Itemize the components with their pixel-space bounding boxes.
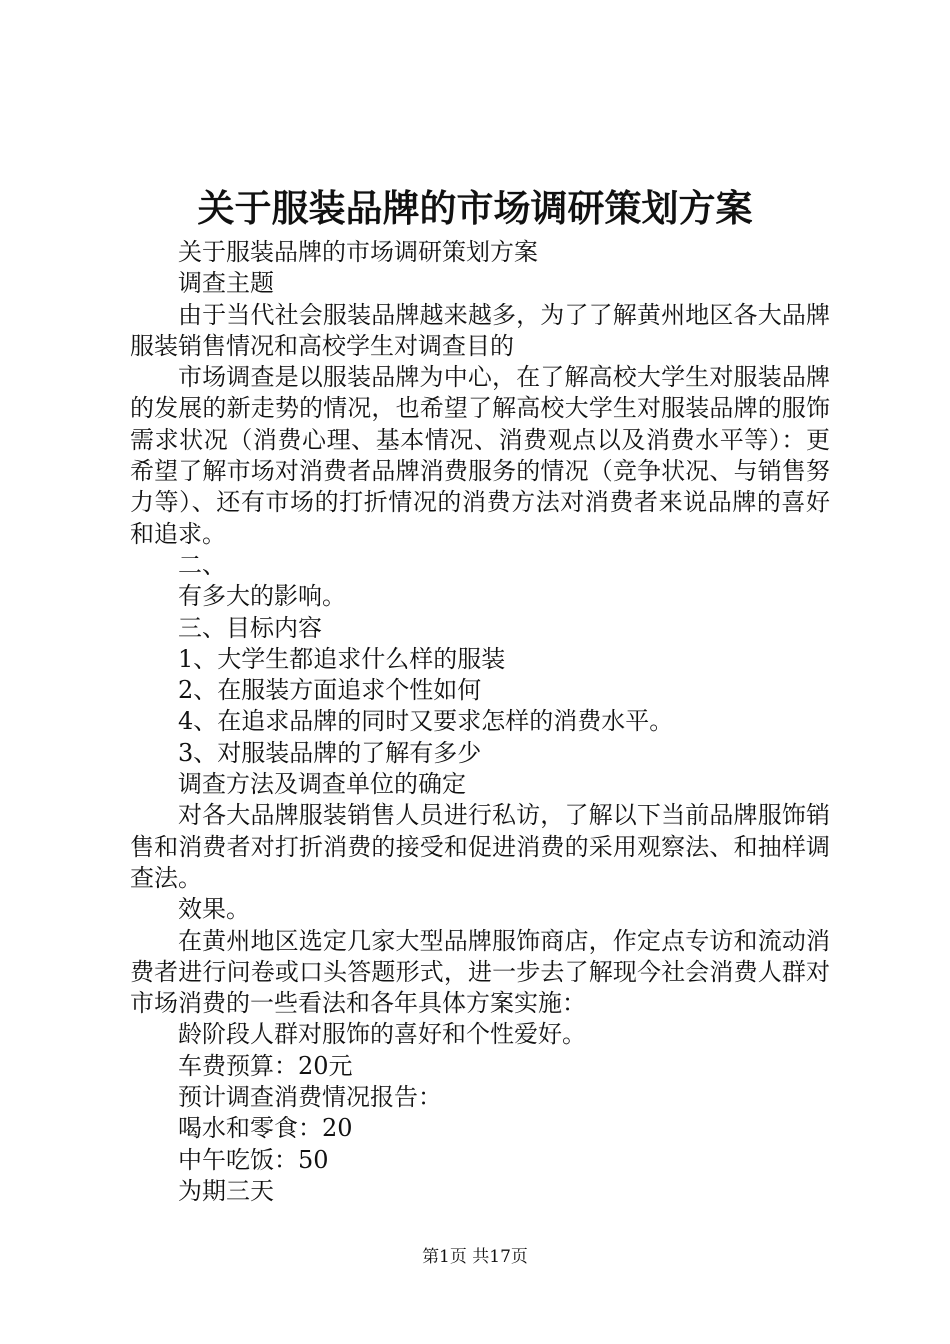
paragraph: 中午吃饭：50: [178, 1145, 329, 1174]
paragraph: 车费预算：20元: [178, 1051, 353, 1080]
paragraph: 效果。: [178, 895, 250, 924]
paragraph: 有多大的影响。: [178, 582, 346, 611]
paragraph: 龄阶段人群对服饰的喜好和个性爱好。: [178, 1020, 586, 1049]
paragraph: 预计调查消费情况报告：: [178, 1083, 442, 1112]
paragraph: 关于服装品牌的市场调研策划方案: [178, 238, 538, 266]
paragraph: 为期三天: [178, 1176, 274, 1205]
paragraph: 三、目标内容: [178, 613, 322, 642]
document-title: 关于服装品牌的市场调研策划方案: [197, 186, 753, 230]
paragraph: 1、大学生都追求什么样的服装: [178, 644, 506, 673]
paragraph: 2、在服装方面追求个性如何: [178, 676, 482, 705]
paragraph: 3、对服装品牌的了解有多少: [178, 738, 482, 767]
paragraph: 市场调查是以服装品牌为中心，在了解高校大学生对服装品牌的发展的新走势的情况，也希望了解高校大学生对服装品牌的服饰需求状况（消费心理、基本情况、消费观点以及消费水平等）：更希望了解市场对消费者品牌消费服务的情况（竞争状况、与销售努力等）、还有市场的打折情况的消费方法对消费者来说品牌的喜好和追求。: [130, 363, 830, 548]
paragraph: 调查主题: [178, 269, 274, 298]
paragraph: 4、在追求品牌的同时又要求怎样的消费水平。: [178, 707, 674, 736]
page-footer: 第1页 共17页: [422, 1247, 528, 1267]
paragraph: 二、: [178, 550, 226, 579]
paragraph: 调查方法及调查单位的确定: [178, 770, 466, 799]
paragraph: 喝水和零食：20: [178, 1114, 353, 1143]
document-body: [130, 237, 830, 1207]
paragraph: 对各大品牌服装销售人员进行私访，了解以下当前品牌服饰销售和消费者对打折消费的接受和促进消费的采用观察法、和抽样调查法。: [130, 801, 830, 892]
paragraph: 由于当代社会服装品牌越来越多，为了了解黄州地区各大品牌服装销售情况和高校学生对调查目的: [130, 300, 830, 360]
paragraph: 在黄州地区选定几家大型品牌服饰商店，作定点专访和流动消费者进行问卷或口头答题形式，进一步去了解现今社会消费人群对市场消费的一些看法和各年具体方案实施：: [130, 926, 830, 1018]
